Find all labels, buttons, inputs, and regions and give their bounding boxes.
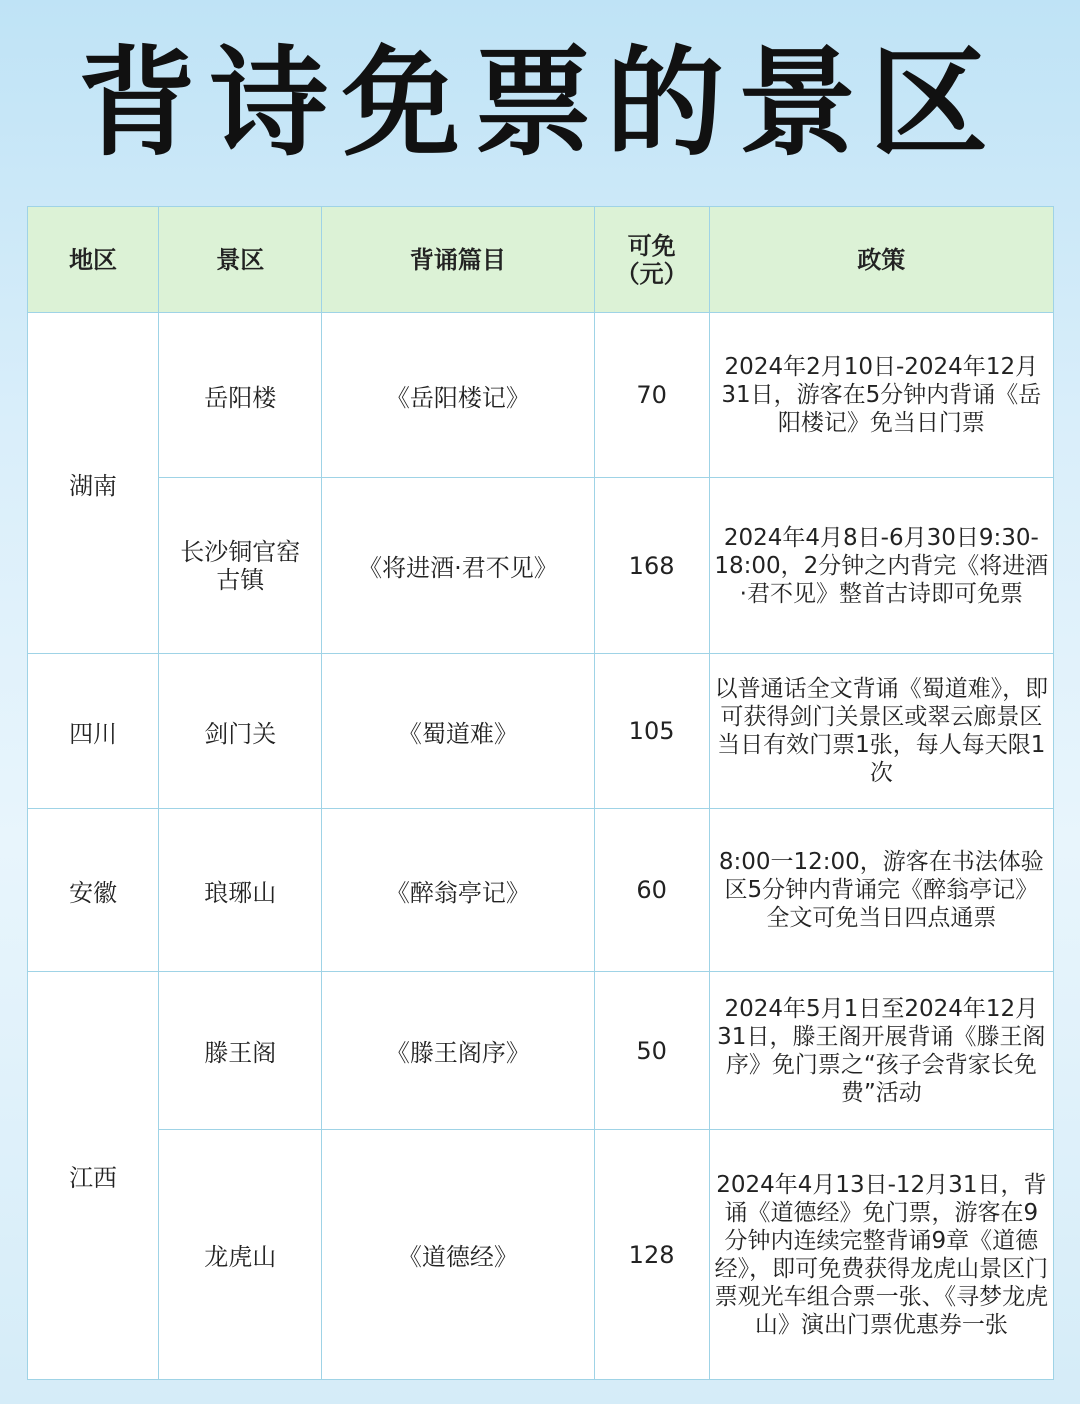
poem-cell: 《岳阳楼记》 (322, 313, 594, 478)
save-cell: 70 (594, 313, 709, 478)
scenic-cell: 剑门关 (159, 654, 322, 809)
policy-cell: 2024年4月13日-12月31日，背诵《道德经》免门票，游客在9分钟内连续完整背诵9章《道德经》，即可免费获得龙虎山景区门票观光车组合票一张、《寻梦龙虎山》演出门票优惠券一张 (709, 1130, 1053, 1380)
poem-cell: 《滕王阁序》 (322, 972, 594, 1130)
scenic-cell: 滕王阁 (159, 972, 322, 1130)
policy-cell: 以普通话全文背诵《蜀道难》，即可获得剑门关景区或翠云廊景区当日有效门票1张，每人每天限1次 (709, 654, 1053, 809)
policy-cell: 2024年4月8日-6月30日9:30-18:00，2分钟之内背完《将进酒·君不见》整首古诗即可免票 (709, 478, 1053, 654)
scenic-cell: 长沙铜官窑 古镇 (159, 478, 322, 654)
region-cell: 湖南 (28, 313, 159, 654)
header-region: 地区 (28, 207, 159, 313)
save-cell: 105 (594, 654, 709, 809)
save-cell: 128 (594, 1130, 709, 1380)
scenic-cell: 琅琊山 (159, 809, 322, 972)
poem-cell: 《将进酒·君不见》 (322, 478, 594, 654)
policy-cell: 8:00一12:00，游客在书法体验区5分钟内背诵完《醉翁亭记》全文可免当日四点通票 (709, 809, 1053, 972)
header-scenic: 景区 (159, 207, 322, 313)
table-row (28, 809, 1054, 972)
scenic-table (27, 206, 1054, 1380)
page-title: 背诗免票的景区 (77, 34, 1002, 172)
table-row (28, 313, 1054, 478)
poem-cell: 《醉翁亭记》 (322, 809, 594, 972)
policy-cell: 2024年2月10日-2024年12月31日，游客在5分钟内背诵《岳阳楼记》免当日门票 (709, 313, 1053, 478)
header-save: 可免 （元） (594, 207, 709, 313)
table-row (28, 1130, 1054, 1380)
table-row (28, 478, 1054, 654)
table-row (28, 972, 1054, 1130)
region-cell: 江西 (28, 972, 159, 1380)
scenic-cell: 龙虎山 (159, 1130, 322, 1380)
scenic-cell: 岳阳楼 (159, 313, 322, 478)
header-poem: 背诵篇目 (322, 207, 594, 313)
region-cell: 安徽 (28, 809, 159, 972)
region-cell: 四川 (28, 654, 159, 809)
table-header-row (28, 207, 1054, 313)
poem-cell: 《蜀道难》 (322, 654, 594, 809)
poem-cell: 《道德经》 (322, 1130, 594, 1380)
save-cell: 168 (594, 478, 709, 654)
header-policy: 政策 (709, 207, 1053, 313)
policy-cell: 2024年5月1日至2024年12月31日，滕王阁开展背诵《滕王阁序》免门票之“孩子会背家长免费”活动 (709, 972, 1053, 1130)
save-cell: 50 (594, 972, 709, 1130)
table-row (28, 654, 1054, 809)
save-cell: 60 (594, 809, 709, 972)
